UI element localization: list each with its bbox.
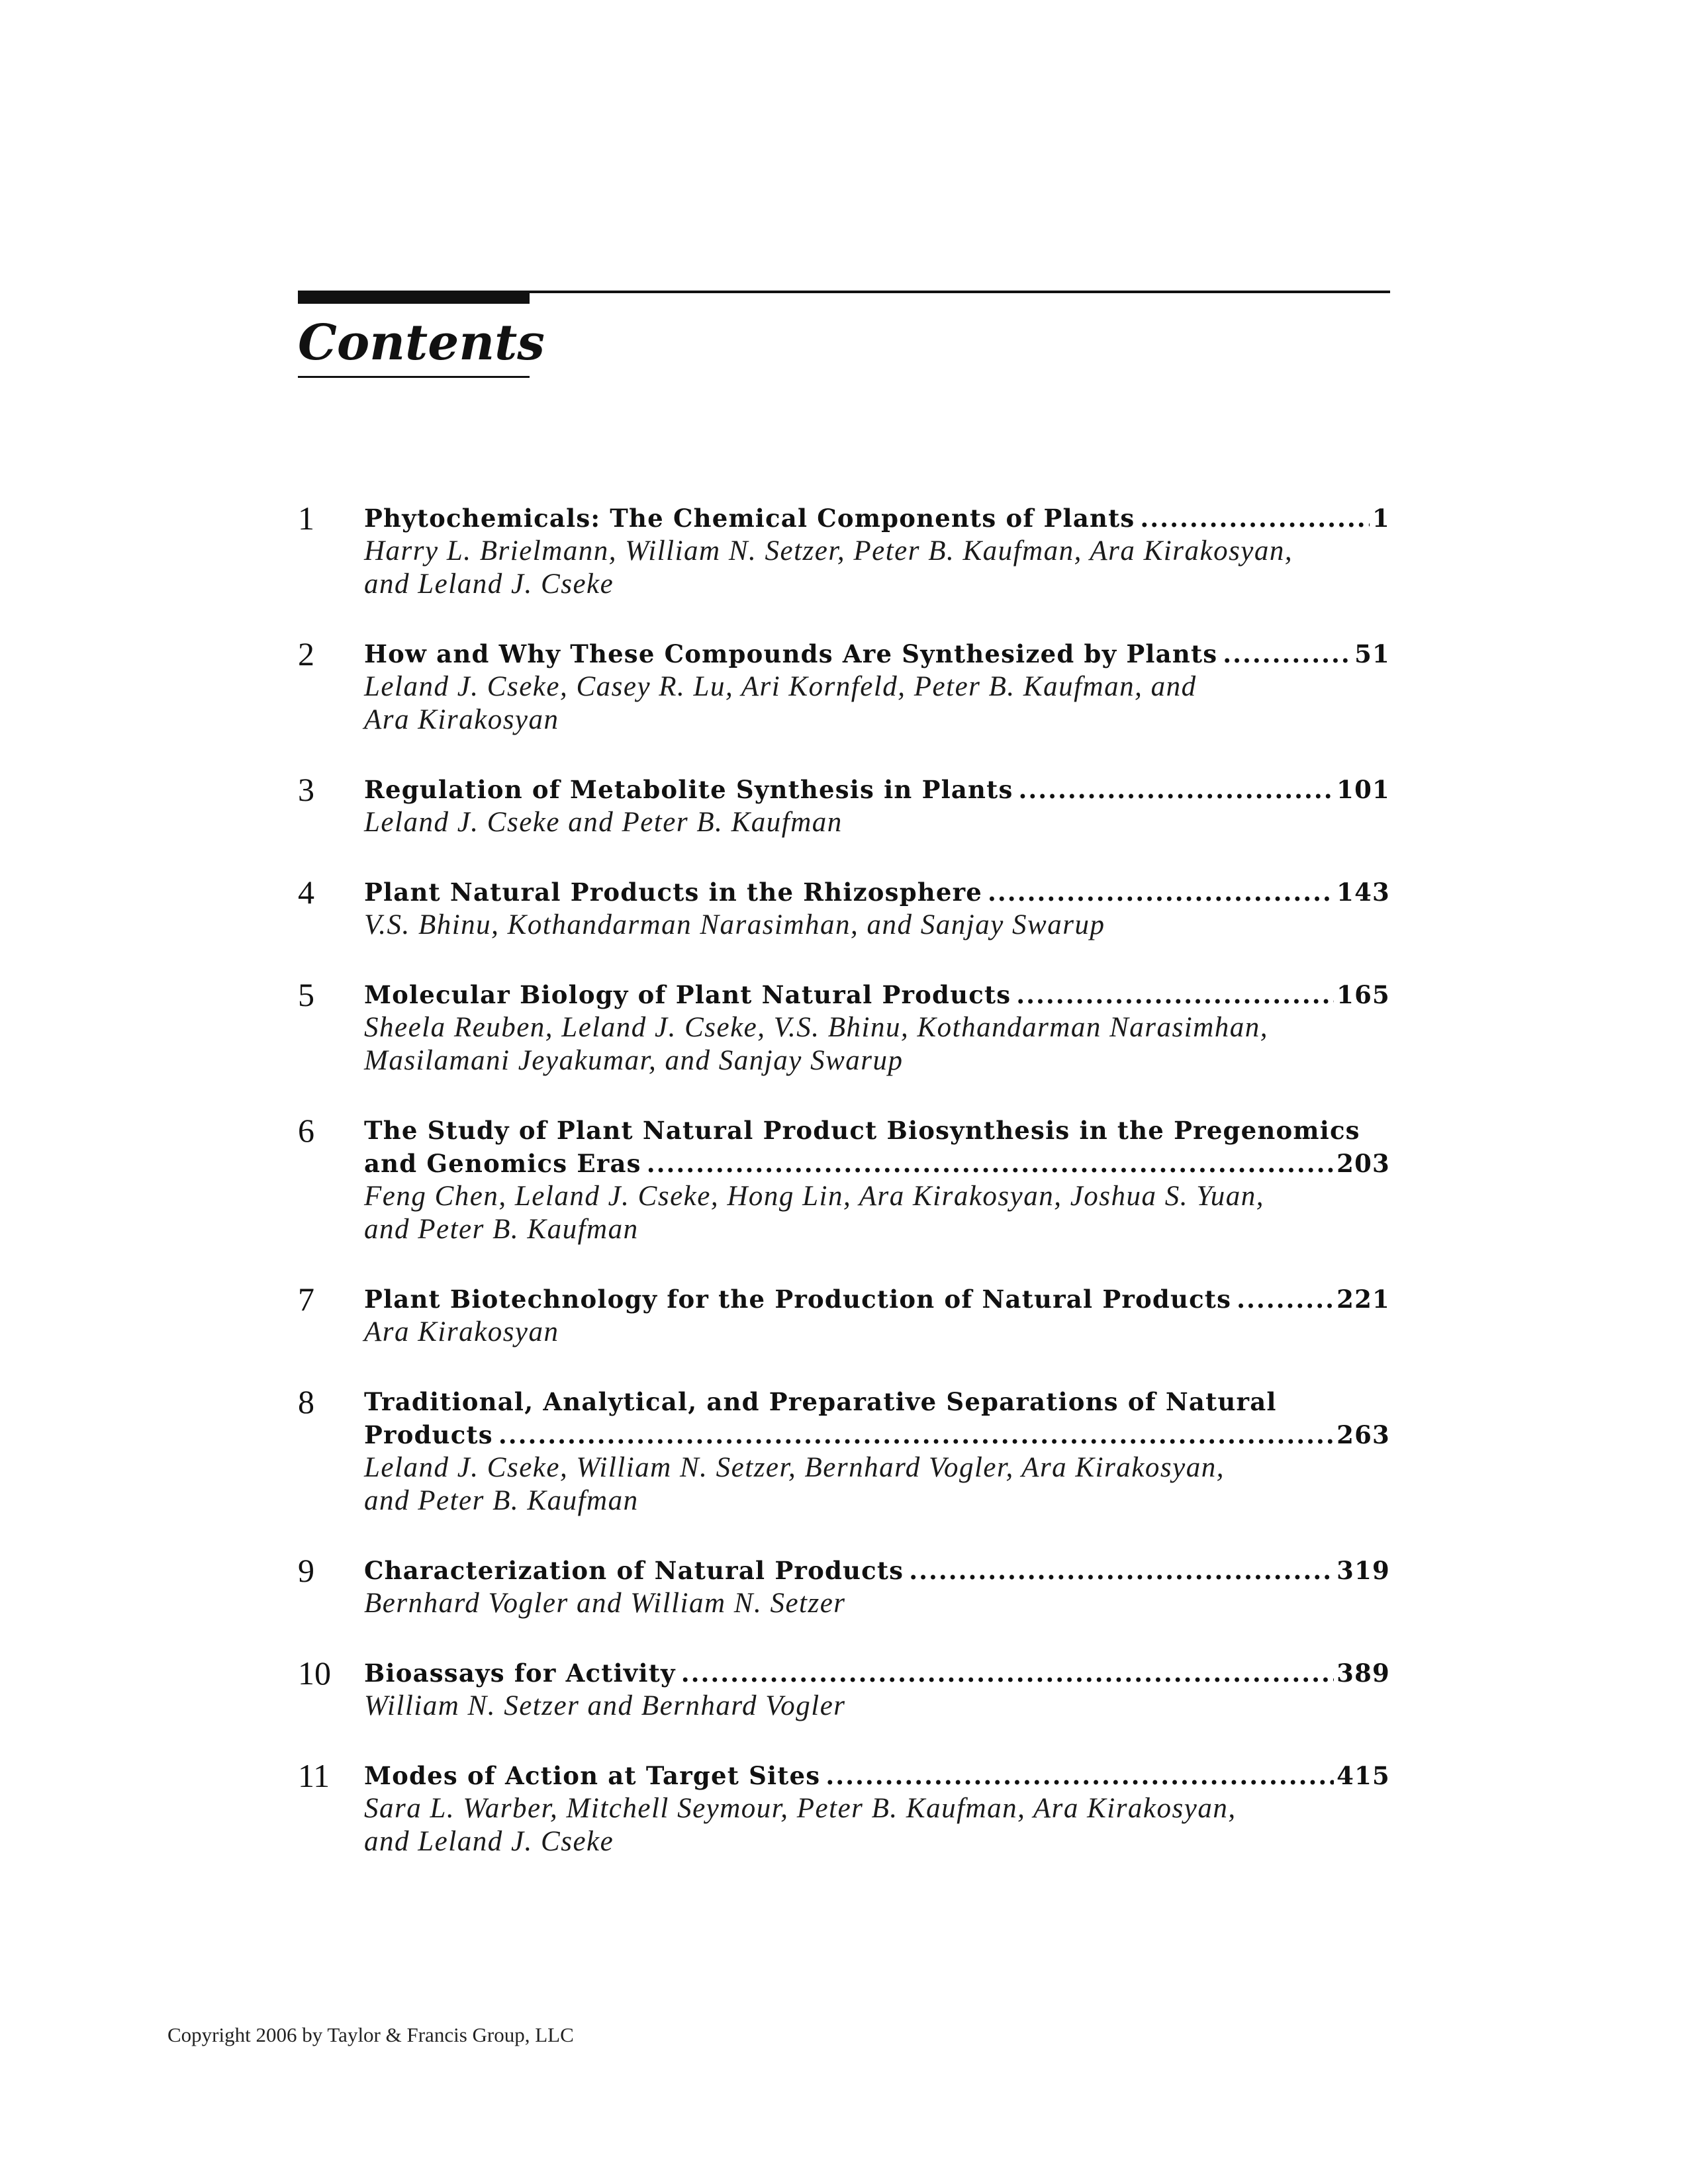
chapter-title: Bioassays for Activity <box>364 1659 676 1688</box>
author-line: Ara Kirakosyan <box>364 1316 559 1347</box>
chapter-authors <box>364 1011 1390 1077</box>
author-line: Leland J. Cseke and Peter B. Kaufman <box>364 807 843 838</box>
chapter-number: 8 <box>298 1383 314 1420</box>
chapter-title-line <box>364 773 1390 806</box>
page-number: 389 <box>1336 1659 1390 1688</box>
dot-leader <box>825 1759 1334 1792</box>
chapter-title: The Study of Plant Natural Product Biosynthesis in the Pregenomics <box>364 1116 1360 1145</box>
chapter-number: 4 <box>298 874 314 911</box>
toc-entry-body <box>364 1759 1390 1858</box>
chapter-title: Characterization of Natural Products <box>364 1556 904 1585</box>
author-line: William N. Setzer and Bernhard Vogler <box>364 1690 846 1721</box>
dot-leader <box>1237 1283 1334 1316</box>
toc-entry[interactable] <box>298 1759 1390 1858</box>
toc-entry-body <box>364 1554 1390 1620</box>
chapter-authors <box>364 1316 1390 1349</box>
toc-entry-body <box>364 1385 1390 1518</box>
dot-leader <box>681 1657 1334 1690</box>
page-number: 263 <box>1336 1420 1390 1449</box>
author-line: Leland J. Cseke, Casey R. Lu, Ari Kornfeld, Peter B. Kaufman, and <box>364 671 1197 702</box>
author-line: Harry L. Brielmann, William N. Setzer, Peter B. Kaufman, Ara Kirakosyan, <box>364 535 1293 567</box>
chapter-title: and Genomics Eras <box>364 1149 641 1178</box>
dot-leader <box>647 1147 1334 1180</box>
author-line: Bernhard Vogler and William N. Setzer <box>364 1588 846 1619</box>
chapter-title: Modes of Action at Target Sites <box>364 1761 821 1790</box>
toc-entry-body <box>364 502 1390 601</box>
author-line: V.S. Bhinu, Kothandarman Narasimhan, and Sanjay Swarup <box>364 909 1105 940</box>
author-line: Masilamani Jeyakumar, and Sanjay Swarup <box>364 1045 904 1076</box>
dot-leader <box>1223 637 1352 670</box>
toc-entry[interactable] <box>298 637 1390 737</box>
title-underline <box>298 376 530 378</box>
chapter-title: Regulation of Metabolite Synthesis in Plants <box>364 775 1013 804</box>
page-number: 415 <box>1336 1761 1390 1790</box>
chapter-authors <box>364 1792 1390 1858</box>
chapter-title-line <box>364 1283 1390 1316</box>
toc-entry-body <box>364 773 1390 839</box>
table-of-contents <box>298 502 1390 1895</box>
chapter-number: 7 <box>298 1281 314 1318</box>
author-line: Leland J. Cseke, William N. Setzer, Bernhard Vogler, Ara Kirakosyan, <box>364 1452 1225 1483</box>
chapter-title-line <box>364 1657 1390 1690</box>
page-number: 51 <box>1354 639 1390 668</box>
chapter-authors <box>364 909 1390 942</box>
chapter-title-line <box>364 1147 1390 1180</box>
page-number: 101 <box>1336 775 1390 804</box>
toc-entry-body <box>364 1657 1390 1723</box>
chapter-title-line <box>364 876 1390 909</box>
author-line: and Leland J. Cseke <box>364 1826 614 1857</box>
chapter-authors <box>364 1690 1390 1723</box>
chapter-number: 6 <box>298 1112 314 1149</box>
chapter-authors <box>364 806 1390 839</box>
toc-entry[interactable] <box>298 978 1390 1077</box>
chapter-title: How and Why These Compounds Are Synthesized by Plants <box>364 639 1218 668</box>
toc-entry[interactable] <box>298 773 1390 839</box>
chapter-number: 3 <box>298 771 314 808</box>
toc-entry-body <box>364 978 1390 1077</box>
chapter-title-line <box>364 1418 1390 1451</box>
chapter-number: 10 <box>298 1655 331 1692</box>
chapter-title-line <box>364 637 1390 670</box>
chapter-title-line <box>364 1759 1390 1792</box>
chapter-title: Plant Biotechnology for the Production of Natural Products <box>364 1285 1232 1314</box>
author-line: and Peter B. Kaufman <box>364 1214 639 1245</box>
toc-entry[interactable] <box>298 1385 1390 1518</box>
page-number: 221 <box>1336 1285 1390 1314</box>
author-line: Sheela Reuben, Leland J. Cseke, V.S. Bhinu, Kothandarman Narasimhan, <box>364 1012 1269 1043</box>
author-line: and Leland J. Cseke <box>364 569 614 600</box>
author-line: Feng Chen, Leland J. Cseke, Hong Lin, Ara Kirakosyan, Joshua S. Yuan, <box>364 1181 1265 1212</box>
chapter-title-line <box>364 1554 1390 1587</box>
author-line: Sara L. Warber, Mitchell Seymour, Peter B. Kaufman, Ara Kirakosyan, <box>364 1793 1237 1824</box>
chapter-number: 9 <box>298 1552 314 1589</box>
dot-leader <box>498 1418 1334 1451</box>
toc-entry[interactable] <box>298 876 1390 942</box>
page-number: 1 <box>1372 504 1390 533</box>
copyright-footer: Copyright 2006 by Taylor & Francis Group, LLC <box>167 2023 574 2046</box>
chapter-title-line <box>364 978 1390 1011</box>
toc-entry-body <box>364 1283 1390 1349</box>
dot-leader <box>1018 773 1334 806</box>
dot-leader <box>909 1554 1334 1587</box>
page-number: 165 <box>1336 980 1390 1009</box>
dot-leader <box>1140 502 1370 535</box>
page-title: Contents <box>298 314 545 371</box>
chapter-authors <box>364 670 1390 737</box>
dot-leader <box>1016 978 1334 1011</box>
chapter-number: 5 <box>298 976 314 1013</box>
chapter-title: Plant Natural Products in the Rhizosphere <box>364 878 983 907</box>
chapter-number: 2 <box>298 635 314 672</box>
toc-entry-body <box>364 1114 1390 1246</box>
chapter-authors <box>364 1451 1390 1518</box>
page-number: 143 <box>1336 878 1390 907</box>
author-line: Ara Kirakosyan <box>364 704 559 735</box>
chapter-number: 1 <box>298 500 314 537</box>
page-number: 319 <box>1336 1556 1390 1585</box>
chapter-number: 11 <box>298 1757 330 1794</box>
chapter-title: Molecular Biology of Plant Natural Products <box>364 980 1011 1009</box>
toc-entry[interactable] <box>298 1283 1390 1349</box>
toc-entry[interactable] <box>298 1114 1390 1246</box>
chapter-authors <box>364 535 1390 601</box>
toc-entry[interactable] <box>298 1657 1390 1723</box>
toc-entry[interactable] <box>298 502 1390 601</box>
chapter-authors <box>364 1587 1390 1620</box>
toc-entry[interactable] <box>298 1554 1390 1620</box>
chapter-title-line <box>364 502 1390 535</box>
chapter-title: Phytochemicals: The Chemical Components of Plants <box>364 504 1135 533</box>
toc-entry-body <box>364 876 1390 942</box>
toc-entry-body <box>364 637 1390 737</box>
page-number: 203 <box>1336 1149 1390 1178</box>
chapter-authors <box>364 1180 1390 1246</box>
chapter-title: Products <box>364 1420 493 1449</box>
chapter-title: Traditional, Analytical, and Preparative Separations of Natural <box>364 1387 1277 1416</box>
dot-leader <box>988 876 1334 909</box>
header-rule-thick <box>298 291 530 304</box>
author-line: and Peter B. Kaufman <box>364 1485 639 1516</box>
